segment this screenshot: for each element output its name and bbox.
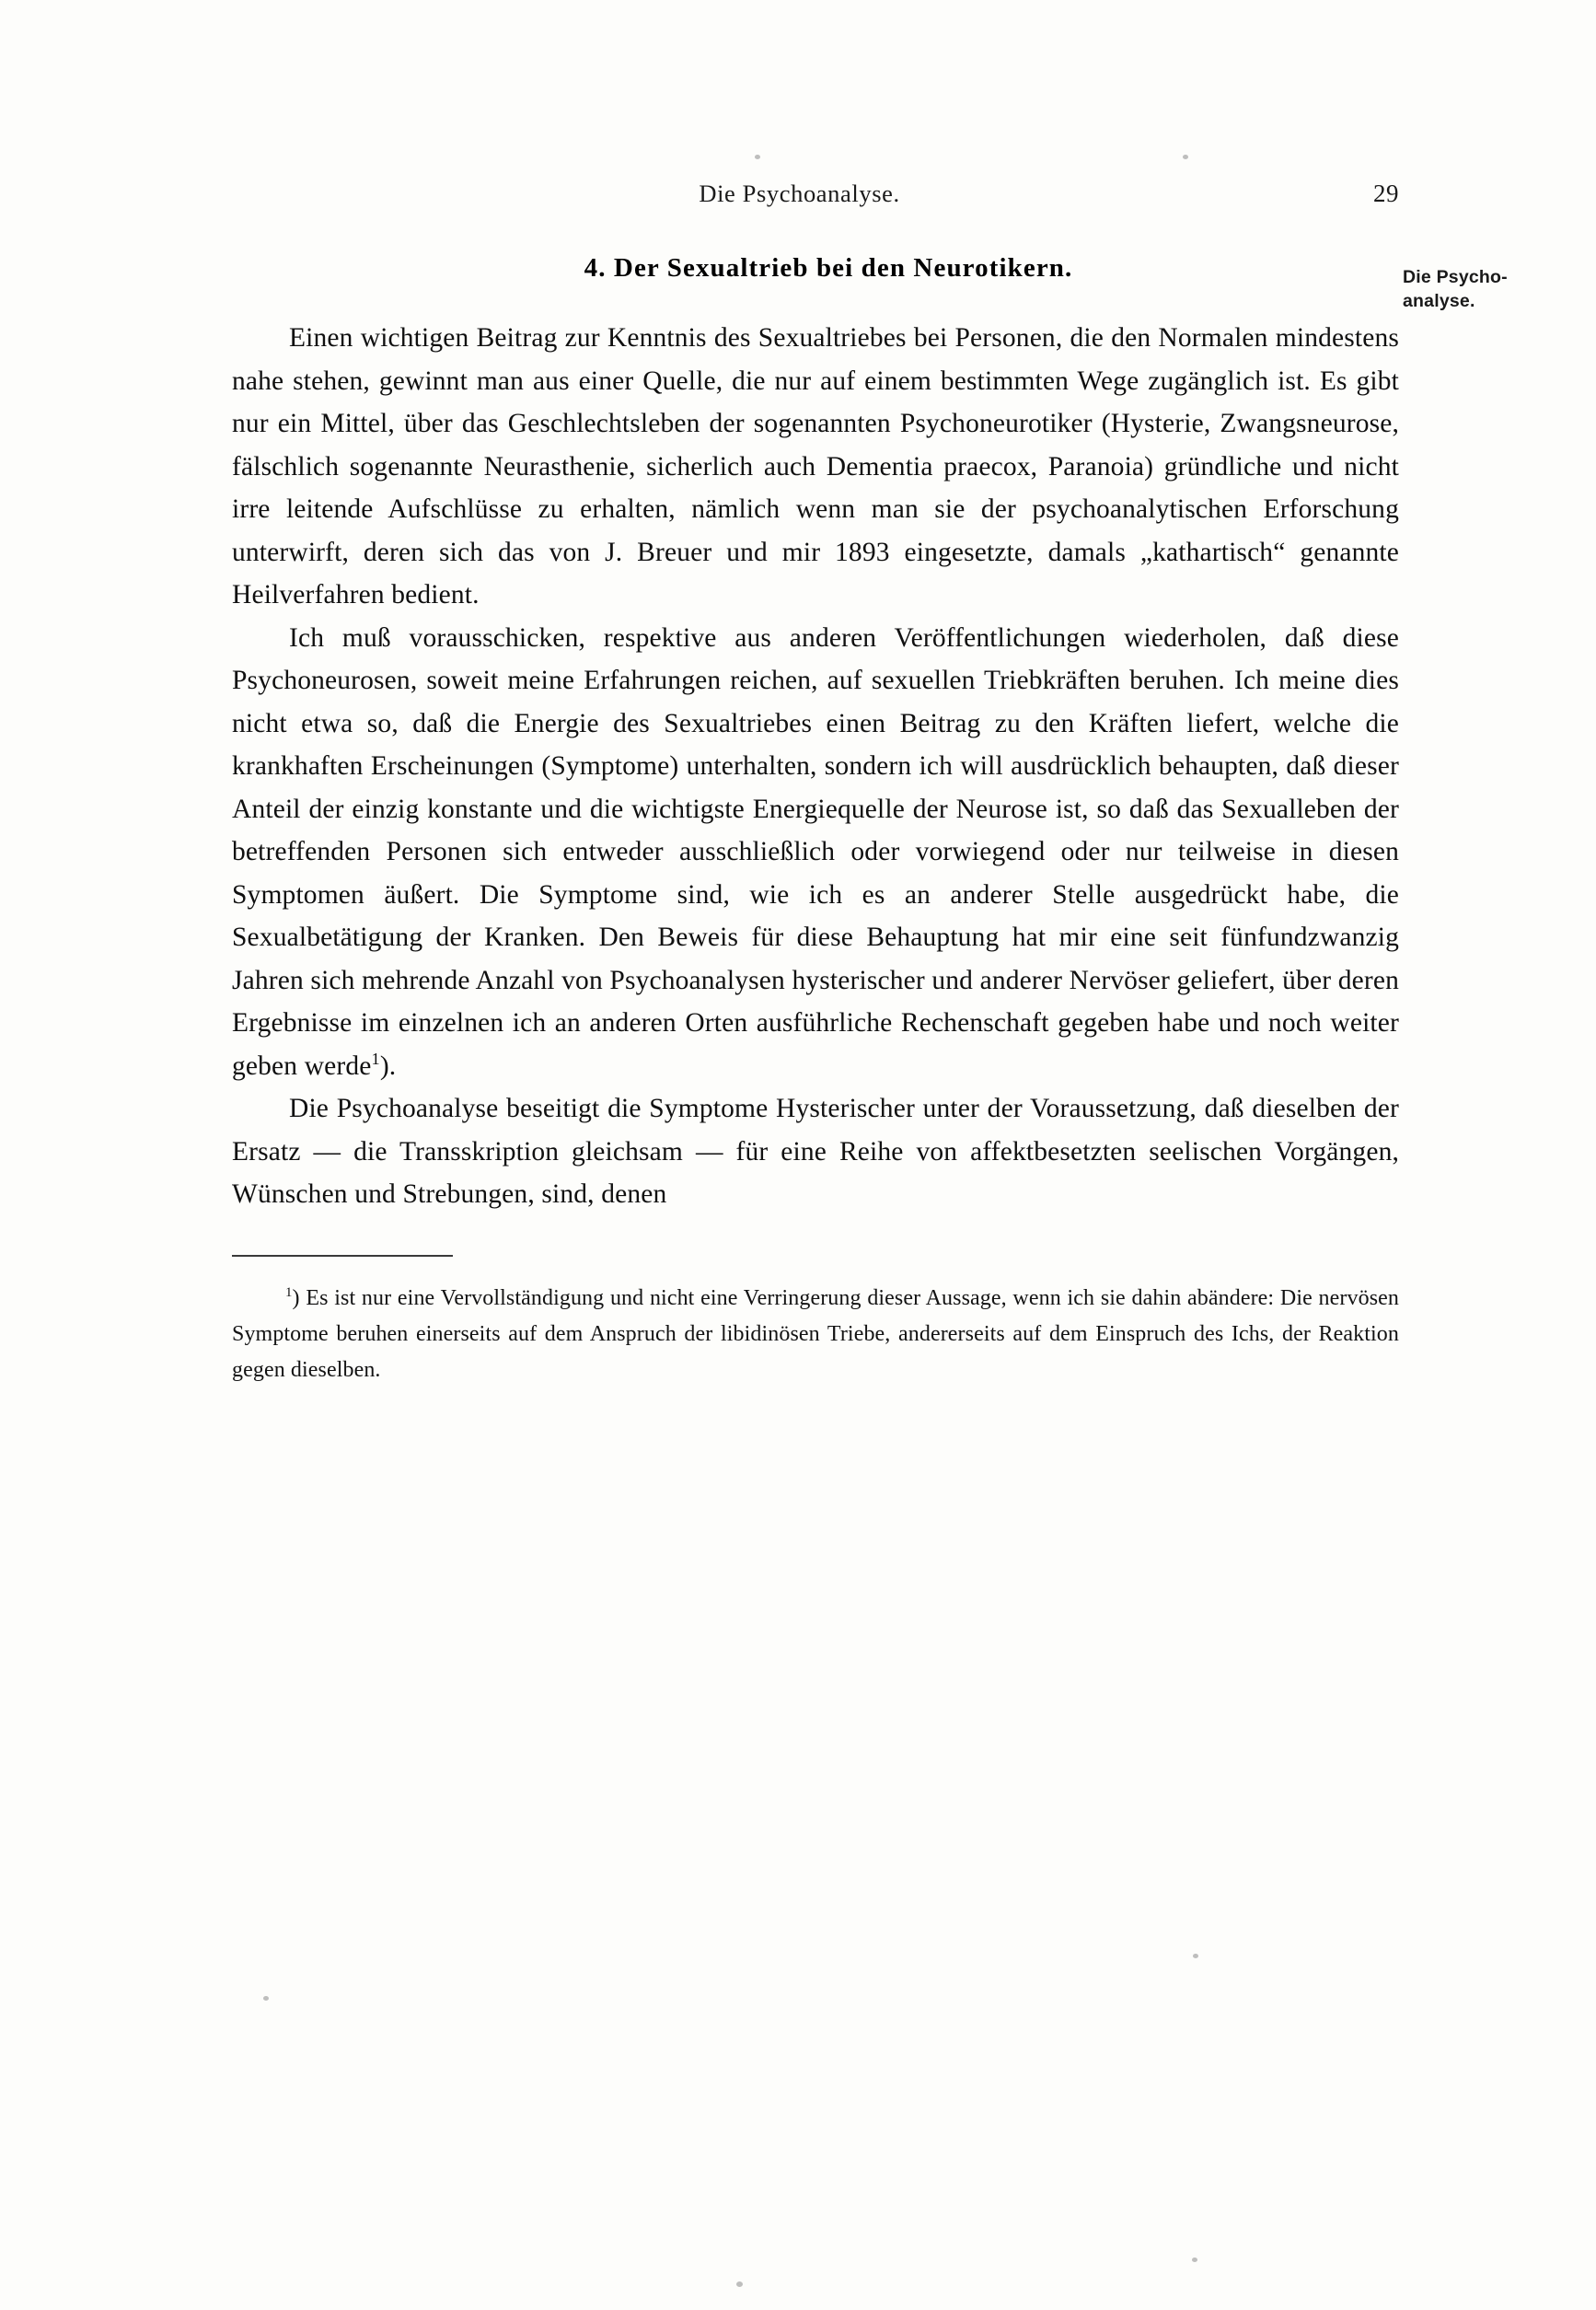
footnote-marker-inline: 1 xyxy=(371,1049,380,1068)
paragraph-3-text: Die Psychoanalyse beseitigt die Symptome Hysterischer unter der Voraussetzung, daß dieselben der Ersatz — die Transskription gleichsam — für eine Reihe von affektbesetzten seelischen Vorgängen, Wünschen und Strebungen, sind, denen xyxy=(232,1094,1399,1209)
paragraph-1-text: Einen wichtigen Beitrag zur Kenntnis des Sexualtriebes bei Personen, die den Normalen mindestens nahe stehen, gewinnt man aus einer Quelle, die nur auf einem bestimmten Wege zugänglich ist. Es gibt nur ein Mittel, über das Geschlechtsleben der sogenannten Psychoneurotiker (Hysterie, Zwangsneurose, fälschlich sogenannte Neurasthenie, sicherlich auch Dementia praecox, Paranoia) gründliche und nicht irre leitende Aufschlüsse zu erhalten, nämlich wenn man sie der psychoanalytischen Erforschung unterwirft, deren sich das von J. Breuer und mir 1893 eingesetzte, damals „kathartisch“ genannte Heilverfahren bedient. xyxy=(232,323,1399,609)
body-text xyxy=(232,317,1399,1216)
page-content xyxy=(232,180,1399,1388)
paragraph-1 xyxy=(232,317,1399,617)
page-number: 29 xyxy=(1373,180,1399,207)
running-title: Die Psychoanalyse. xyxy=(699,180,900,207)
margin-note-line-2: analyse. xyxy=(1403,291,1475,311)
footnote-block xyxy=(232,1281,1399,1388)
margin-note-line-1: Die Psycho- xyxy=(1403,267,1508,287)
paragraph-2-tail: ). xyxy=(379,1051,397,1081)
paragraph-3 xyxy=(232,1087,1399,1216)
scan-speck xyxy=(736,2281,743,2287)
section-heading: 4. Der Sexualtrieb bei den Neurotikern. xyxy=(584,253,1073,283)
scan-speck xyxy=(1192,2258,1197,2262)
scan-speck xyxy=(1193,1954,1198,1958)
margin-note xyxy=(1403,265,1587,313)
footnote-text: ) Es ist nur eine Vervollständigung und nicht eine Verringerung dieser Aussage, wenn ich sie dahin abändere: Die nervösen Symptome beruhen einerseits auf dem Anspruch der libidinösen Triebe, andererseits auf dem Einspruch des Ichs, der Reaktion gegen dieselben. xyxy=(232,1285,1399,1382)
scan-speck xyxy=(263,1996,269,2001)
paragraph-2-text: Ich muß vorausschicken, respektive aus anderen Veröffentlichungen wiederholen, daß diese Psychoneurosen, soweit meine Erfahrungen reichen, auf sexuellen Triebkräften beruhen. Ich meine dies nicht etwa so, daß die Energie des Sexualtriebes einen Beitrag zu den Kräften liefert, welche die krankhaften Erscheinungen (Symptome) unterhalten, sondern ich will ausdrücklich behaupten, daß dieser Anteil der einzig konstante und die wichtigste Energiequelle der Neurose ist, so daß das Sexualleben der betreffenden Personen sich entweder ausschließlich oder vorwiegend oder nur teilweise in diesen Symptomen äußert. Die Symptome sind, wie ich es an anderer Stelle ausgedrückt habe, die Sexualbetätigung der Kranken. Den Beweis für diese Behauptung hat mir eine seit fünfundzwanzig Jahren sich mehrende Anzahl von Psychoanalysen hysterischer und anderer Nervöser geliefert, über deren Ergebnisse im einzelnen ich an anderen Orten ausführliche Rechenschaft gegeben habe und noch weiter geben werde xyxy=(232,622,1399,1081)
running-head xyxy=(232,180,1399,222)
scan-speck xyxy=(755,155,760,159)
paragraph-2 xyxy=(232,617,1399,1088)
scan-speck xyxy=(1183,155,1188,159)
footnote-1 xyxy=(232,1281,1399,1388)
footnote-separator xyxy=(232,1255,453,1257)
footnote-marker: 1 xyxy=(285,1284,293,1300)
